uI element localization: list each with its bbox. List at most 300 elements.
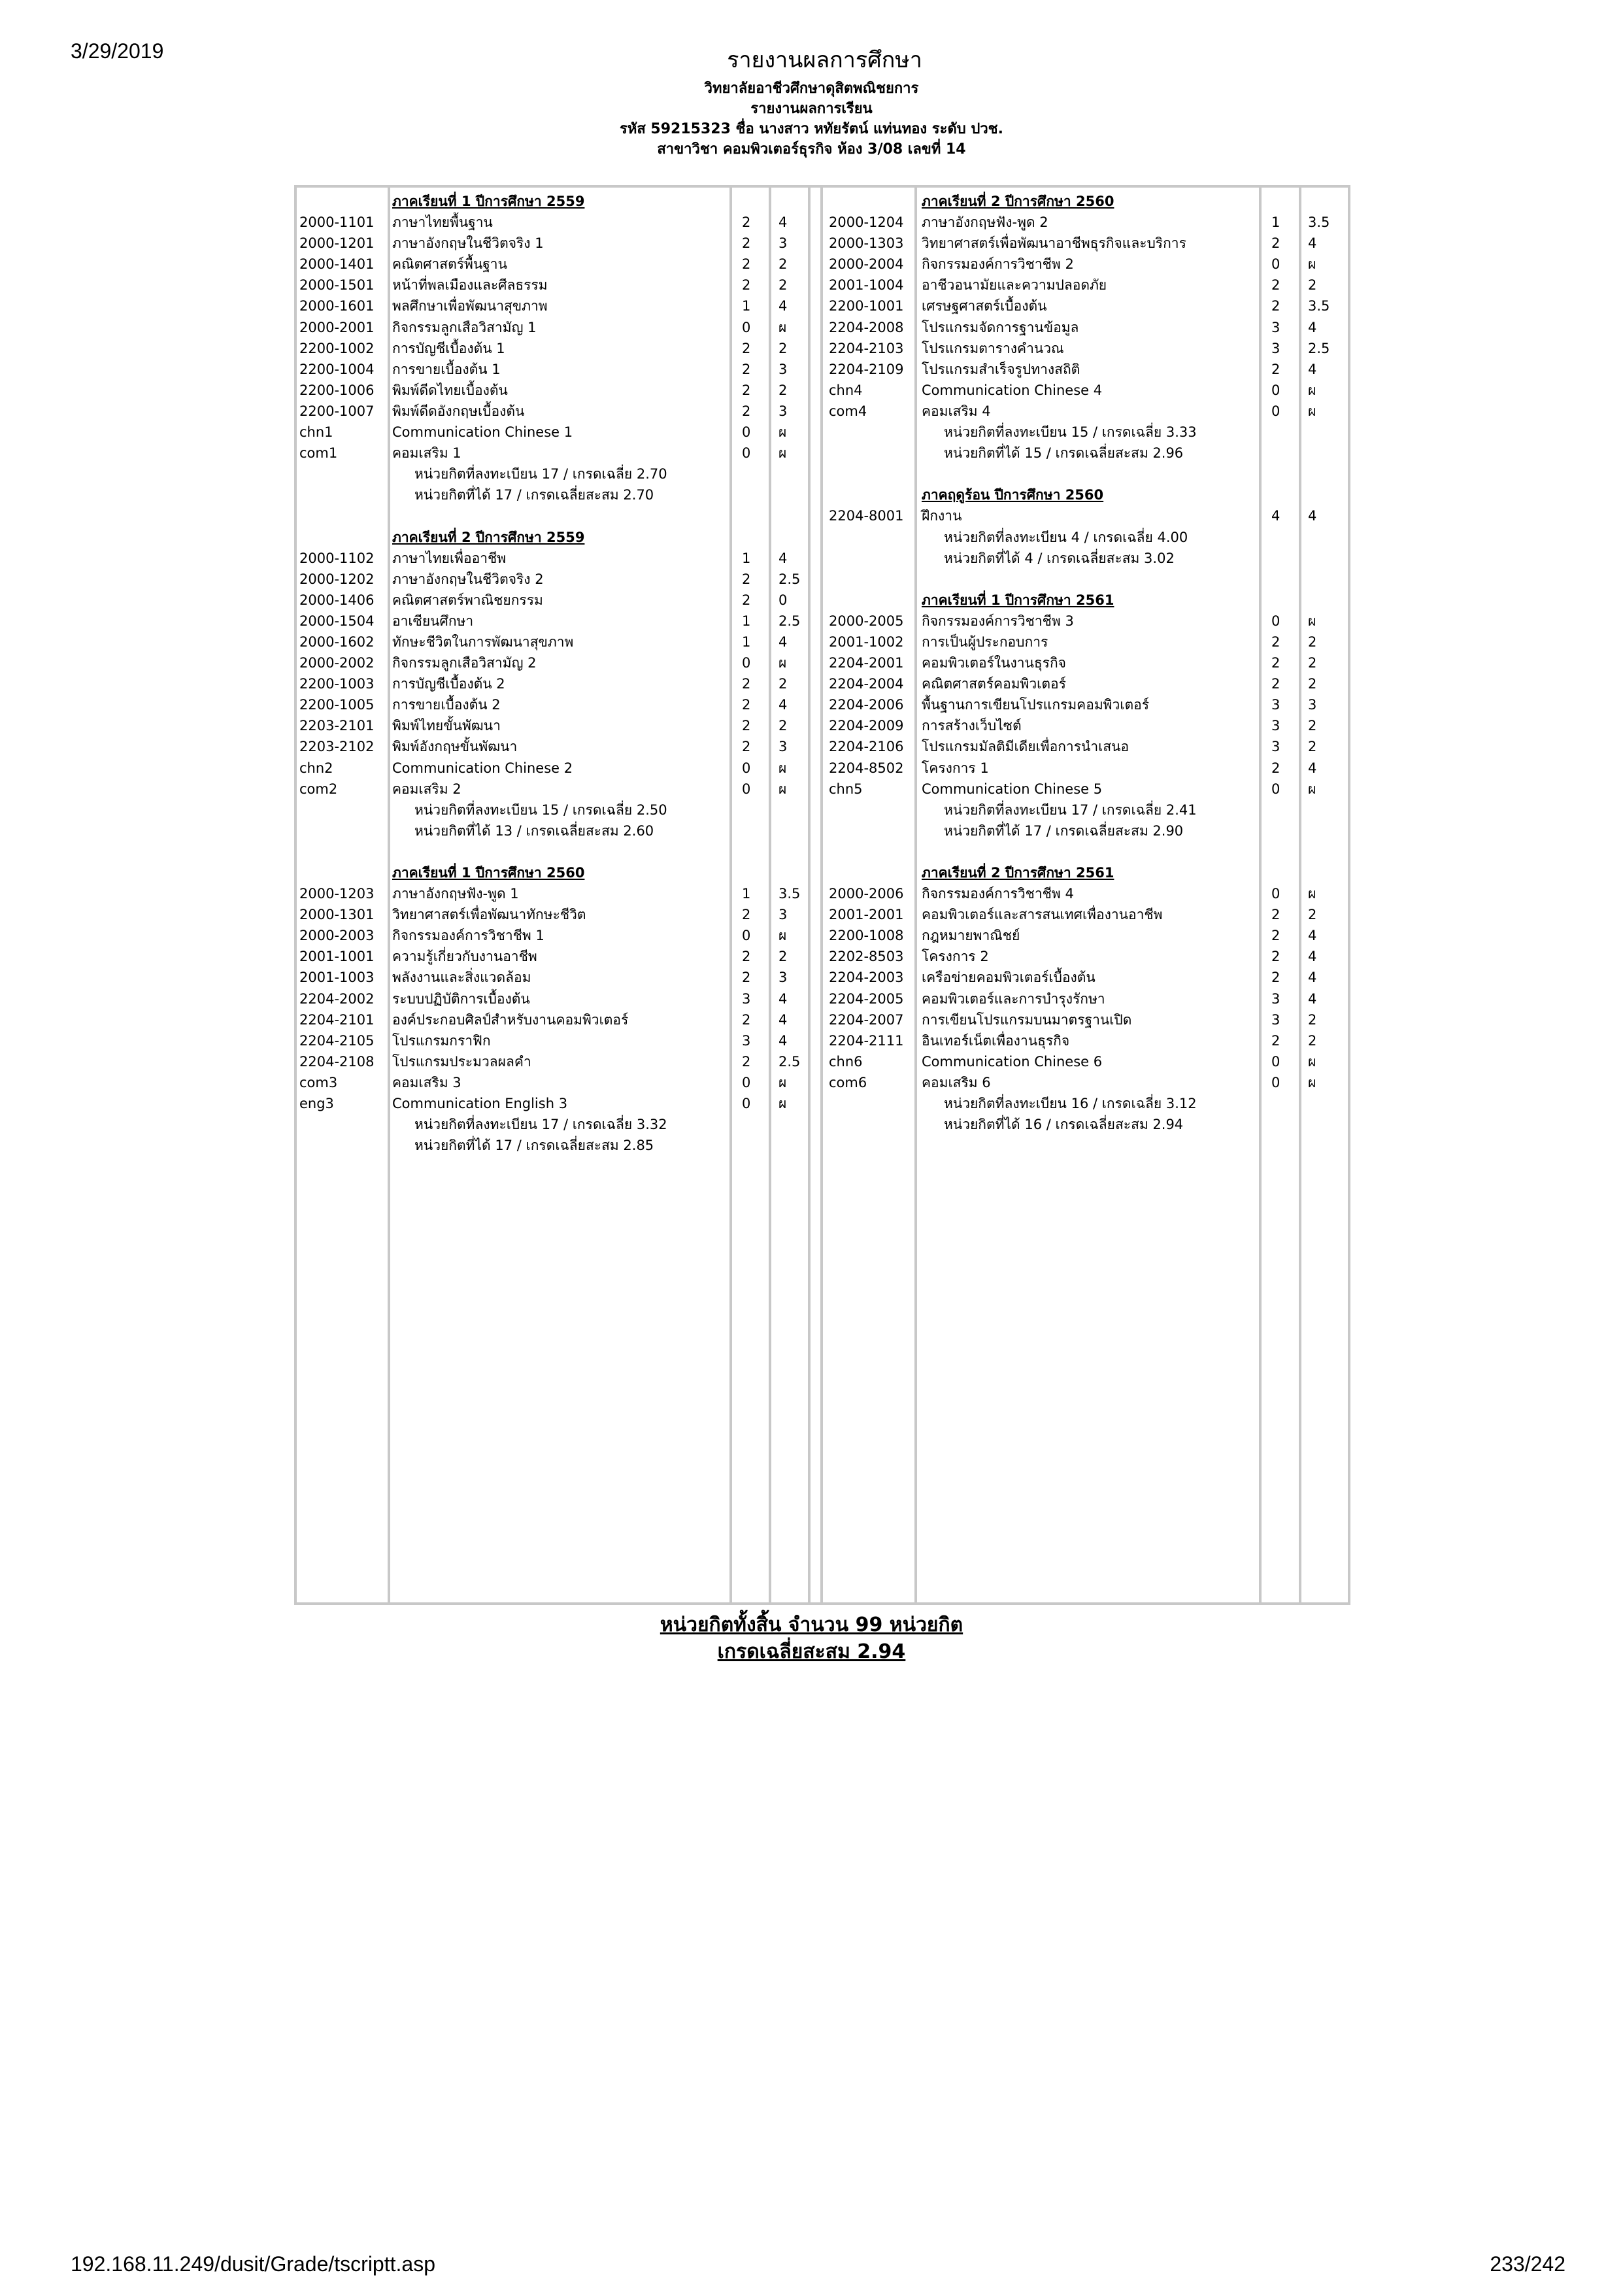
semester-title: ภาคเรียนที่ 1 ปีการศึกษา 2561	[922, 592, 1114, 608]
summary-text: หน่วยกิตที่ลงทะเบียน 15 / เกรดเฉลี่ย 3.33	[944, 424, 1197, 441]
course-name: การเป็นผู้ประกอบการ	[922, 633, 1048, 650]
course-row	[297, 275, 820, 295]
course-code: 2000-2003	[299, 928, 375, 944]
transcript-table	[294, 185, 1350, 1605]
course-row	[297, 422, 820, 443]
course-grade: 3	[778, 235, 788, 252]
course-row	[297, 212, 820, 233]
course-name: ภาษาอังกฤษฟัง-พูด 1	[392, 886, 519, 902]
course-row	[826, 904, 1349, 925]
course-grade: 0	[778, 592, 788, 608]
spacer-row	[826, 569, 1349, 590]
course-name: หน้าที่พลเมืองและศีลธรรม	[392, 277, 548, 294]
course-grade: 4	[1308, 970, 1317, 986]
course-name: คอมพิวเตอร์ในงานธุรกิจ	[922, 655, 1066, 671]
course-credit: 2	[742, 718, 751, 734]
course-name: โปรแกรมจัดการฐานข้อมูล	[922, 319, 1079, 335]
course-grade: ผ	[1308, 886, 1316, 902]
course-credit: 1	[742, 550, 751, 566]
course-code: 2204-2002	[299, 990, 375, 1007]
course-row	[297, 295, 820, 316]
summary-text: หน่วยกิตที่ได้ 17 / เกรดเฉลี่ยสะสม 2.70	[414, 487, 654, 503]
course-grade: 3	[778, 403, 788, 419]
course-code: 2000-1602	[299, 633, 375, 650]
course-grade: ผ	[778, 424, 787, 441]
course-grade: 2	[778, 949, 788, 965]
summary-text: หน่วยกิตที่ได้ 4 / เกรดเฉลี่ยสะสม 3.02	[944, 550, 1175, 566]
course-code: chn5	[829, 781, 863, 797]
course-row	[826, 275, 1349, 295]
course-row	[297, 359, 820, 380]
semester-heading	[826, 191, 1349, 212]
course-credit: 2	[742, 1011, 751, 1028]
course-code: chn6	[829, 1053, 863, 1070]
course-grade: 4	[1308, 361, 1317, 377]
course-grade: 2	[778, 718, 788, 734]
semester-summary	[826, 422, 1349, 443]
course-name: ความรู้เกี่ยวกับงานอาชีพ	[392, 949, 537, 965]
course-name: โปรแกรมตารางคำนวณ	[922, 340, 1064, 356]
course-code: 2001-1001	[299, 949, 375, 965]
course-code: 2000-1201	[299, 235, 375, 252]
course-grade: 4	[778, 633, 788, 650]
course-grade: 2	[1308, 739, 1317, 755]
course-row	[826, 652, 1349, 673]
course-row	[826, 380, 1349, 401]
course-grade: 2.5	[778, 571, 801, 587]
course-row	[826, 988, 1349, 1009]
course-grade: 3	[778, 970, 788, 986]
course-credit: 0	[742, 655, 751, 671]
course-row	[297, 988, 820, 1009]
course-row	[826, 736, 1349, 757]
course-name: การขายเบื้องต้น 2	[392, 697, 501, 713]
course-code: com2	[299, 781, 338, 797]
course-row	[297, 673, 820, 694]
course-credit: 0	[1271, 256, 1280, 273]
course-row	[826, 1030, 1349, 1051]
course-name: ภาษาอังกฤษในชีวิตจริง 2	[392, 571, 544, 587]
course-row	[297, 1051, 820, 1072]
course-credit: 2	[742, 256, 751, 273]
course-grade: 3.5	[1308, 298, 1330, 314]
course-name: Communication Chinese 5	[922, 781, 1103, 797]
course-credit: 0	[1271, 1053, 1280, 1070]
semester-summary	[826, 548, 1349, 569]
course-credit: 2	[742, 907, 751, 923]
course-code: 2204-2003	[829, 970, 904, 986]
course-grade: ผ	[778, 1074, 787, 1090]
course-code: eng3	[299, 1096, 334, 1112]
course-name: ภาษาอังกฤษในชีวิตจริง 1	[392, 235, 544, 252]
course-name: คอมเสริม 6	[922, 1074, 991, 1090]
course-grade: 4	[778, 1032, 788, 1049]
course-grade: 2	[778, 256, 788, 273]
course-name: คอมเสริม 1	[392, 445, 461, 462]
course-grade: 4	[1308, 508, 1317, 524]
course-code: 2200-1002	[299, 340, 375, 356]
course-code: 2204-2101	[299, 1011, 375, 1028]
course-code: 2204-2009	[829, 718, 904, 734]
course-credit: 3	[1271, 990, 1280, 1007]
total-credits: หน่วยกิตทั้งสิ้น จำนวน 99 หน่วยกิต	[660, 1613, 963, 1636]
course-credit: 2	[742, 970, 751, 986]
course-credit: 2	[742, 277, 751, 294]
print-title: รายงานผลการศึกษา	[727, 48, 922, 73]
summary-text: หน่วยกิตที่ลงทะเบียน 17 / เกรดเฉลี่ย 3.32	[414, 1117, 667, 1133]
course-name: Communication Chinese 6	[922, 1053, 1103, 1070]
school-name: วิทยาลัยอาชีวศึกษาดุสิตพณิชยการ	[704, 80, 919, 97]
course-grade: 4	[1308, 990, 1317, 1007]
course-name: อาชีวอนามัยและความปลอดภัย	[922, 277, 1107, 294]
semester-title: ภาคเรียนที่ 2 ปีการศึกษา 2561	[922, 865, 1114, 881]
course-name: พลังงานและสิ่งแวดล้อม	[392, 970, 531, 986]
course-name: คอมเสริม 3	[392, 1074, 461, 1090]
course-code: 2000-2004	[829, 256, 904, 273]
course-credit: 2	[1271, 298, 1280, 314]
semester-heading	[297, 527, 820, 548]
course-name: พื้นฐานการเขียนโปรแกรมคอมพิวเตอร์	[922, 697, 1150, 713]
course-credit: 1	[742, 298, 751, 314]
course-row	[826, 295, 1349, 316]
course-code: 2204-2109	[829, 361, 904, 377]
course-credit: 3	[1271, 739, 1280, 755]
course-name: การบัญชีเบื้องต้น 1	[392, 340, 505, 356]
course-grade: 2	[1308, 907, 1317, 923]
course-code: 2200-1005	[299, 697, 375, 713]
course-code: 2000-2005	[829, 613, 904, 629]
course-code: 2000-2006	[829, 886, 904, 902]
summary-text: หน่วยกิตที่ได้ 16 / เกรดเฉลี่ยสะสม 2.94	[944, 1117, 1184, 1133]
course-name: การบัญชีเบื้องต้น 2	[392, 676, 505, 692]
course-grade: ผ	[778, 1096, 787, 1112]
course-row	[826, 401, 1349, 422]
course-row	[297, 548, 820, 569]
course-grade: ผ	[1308, 256, 1316, 273]
semester-title: ภาคเรียนที่ 2 ปีการศึกษา 2559	[392, 529, 585, 545]
semester-summary	[826, 527, 1349, 548]
right-course-column	[826, 191, 1349, 1135]
course-grade: 2	[778, 340, 788, 356]
course-grade: 3	[1308, 697, 1317, 713]
student-info: รหัส 59215323 ชื่อ นางสาว หทัยรัตน์ แท่นทอง ระดับ ปวช.	[620, 121, 1003, 137]
course-row	[826, 694, 1349, 715]
semester-summary	[826, 820, 1349, 841]
course-code: 2204-2007	[829, 1011, 904, 1028]
course-credit: 0	[742, 928, 751, 944]
course-code: 2204-2006	[829, 697, 904, 713]
course-row	[297, 946, 820, 967]
semester-title: ภาคเรียนที่ 1 ปีการศึกษา 2560	[392, 865, 585, 881]
semester-heading	[826, 590, 1349, 611]
course-name: กิจกรรมองค์การวิชาชีพ 3	[922, 613, 1074, 629]
course-code: 2000-1303	[829, 235, 904, 252]
course-row	[297, 925, 820, 946]
course-credit: 3	[742, 1032, 751, 1049]
course-code: 2001-2001	[829, 907, 904, 923]
course-code: 2204-2008	[829, 319, 904, 335]
course-grade: 4	[1308, 760, 1317, 776]
course-code: 2001-1003	[299, 970, 375, 986]
course-credit: 2	[742, 403, 751, 419]
course-code: 2000-1301	[299, 907, 375, 923]
course-code: 2000-1601	[299, 298, 375, 314]
course-name: กิจกรรมลูกเสือวิสามัญ 2	[392, 655, 537, 671]
semester-heading	[826, 862, 1349, 883]
course-name: ระบบปฏิบัติการเบื้องต้น	[392, 990, 530, 1007]
course-row	[826, 611, 1349, 632]
course-row	[826, 505, 1349, 526]
course-code: 2200-1008	[829, 928, 904, 944]
course-name: องค์ประกอบศิลป์สำหรับงานคอมพิวเตอร์	[392, 1011, 629, 1028]
course-name: โปรแกรมมัลติมีเดียเพื่อการนำเสนอ	[922, 739, 1129, 755]
course-grade: 2.5	[778, 613, 801, 629]
semester-heading	[826, 484, 1349, 505]
course-code: 2200-1001	[829, 298, 904, 314]
course-grade: 4	[778, 990, 788, 1007]
course-credit: 0	[1271, 403, 1280, 419]
course-code: 2001-1002	[829, 633, 904, 650]
report-name: รายงานผลการเรียน	[750, 101, 873, 117]
semester-summary	[826, 1093, 1349, 1114]
course-name: Communication Chinese 1	[392, 424, 573, 441]
course-row	[297, 338, 820, 359]
course-name: คอมเสริม 4	[922, 403, 991, 419]
course-code: 2000-1406	[299, 592, 375, 608]
course-name: Communication Chinese 4	[922, 382, 1103, 398]
course-grade: 2	[778, 382, 788, 398]
course-row	[826, 1009, 1349, 1030]
course-grade: 3.5	[778, 886, 801, 902]
course-row	[297, 1030, 820, 1051]
course-name: การสร้างเว็บไซต์	[922, 718, 1022, 734]
course-grade: 4	[1308, 319, 1317, 335]
course-credit: 0	[742, 781, 751, 797]
course-credit: 2	[742, 592, 751, 608]
course-row	[297, 611, 820, 632]
course-row	[297, 694, 820, 715]
course-code: 2202-8503	[829, 949, 904, 965]
course-credit: 0	[742, 445, 751, 462]
course-row	[297, 1093, 820, 1114]
course-code: 2001-1004	[829, 277, 904, 294]
course-name: โปรแกรมสำเร็จรูปทางสถิติ	[922, 361, 1080, 377]
course-name: อาเซียนศึกษา	[392, 613, 474, 629]
course-credit: 0	[742, 1096, 751, 1112]
spacer-row	[826, 464, 1349, 484]
course-grade: 2	[778, 277, 788, 294]
course-code: 2200-1007	[299, 403, 375, 419]
course-name: คณิตศาสตร์พื้นฐาน	[392, 256, 507, 273]
course-row	[826, 233, 1349, 254]
semester-heading	[297, 862, 820, 883]
course-credit: 2	[742, 382, 751, 398]
course-grade: 2	[1308, 676, 1317, 692]
course-grade: 2.5	[1308, 340, 1330, 356]
course-credit: 0	[1271, 886, 1280, 902]
semester-summary	[297, 820, 820, 841]
course-name: ฝึกงาน	[922, 508, 962, 524]
course-grade: 3	[778, 907, 788, 923]
course-grade: ผ	[778, 319, 787, 335]
course-code: 2204-2106	[829, 739, 904, 755]
course-credit: 0	[1271, 382, 1280, 398]
course-row	[826, 359, 1349, 380]
course-row	[297, 1009, 820, 1030]
course-credit: 2	[742, 340, 751, 356]
course-row	[297, 904, 820, 925]
spacer-row	[297, 505, 820, 526]
course-code: com6	[829, 1074, 867, 1090]
course-name: วิทยาศาสตร์เพื่อพัฒนาอาชีพธุรกิจและบริการ	[922, 235, 1186, 252]
course-name: โปรแกรมกราฟิก	[392, 1032, 491, 1049]
course-credit: 2	[1271, 949, 1280, 965]
spacer-row	[297, 841, 820, 862]
course-name: กิจกรรมองค์การวิชาชีพ 1	[392, 928, 544, 944]
course-row	[297, 967, 820, 988]
summary-text: หน่วยกิตที่ลงทะเบียน 17 / เกรดเฉลี่ย 2.41	[944, 802, 1197, 818]
summary-text: หน่วยกิตที่ได้ 17 / เกรดเฉลี่ยสะสม 2.85	[414, 1138, 654, 1154]
course-row	[297, 401, 820, 422]
course-name: โครงการ 2	[922, 949, 989, 965]
course-grade: 4	[1308, 949, 1317, 965]
course-name: การขายเบื้องต้น 1	[392, 361, 501, 377]
course-credit: 2	[742, 571, 751, 587]
program-info: สาขาวิชา คอมพิวเตอร์ธุรกิจ ห้อง 3/08 เลขที่ 14	[657, 141, 966, 158]
course-grade: 4	[1308, 235, 1317, 252]
course-grade: 2	[1308, 718, 1317, 734]
course-name: การเขียนโปรแกรมบนมาตรฐานเปิด	[922, 1011, 1132, 1028]
semester-title: ภาคฤดูร้อน ปีการศึกษา 2560	[922, 487, 1104, 503]
course-grade: 4	[778, 1011, 788, 1028]
course-row	[297, 758, 820, 779]
semester-summary	[297, 464, 820, 484]
course-row	[826, 1051, 1349, 1072]
course-row	[826, 715, 1349, 736]
course-code: chn4	[829, 382, 863, 398]
course-row	[297, 443, 820, 464]
course-grade: ผ	[778, 781, 787, 797]
course-credit: 0	[1271, 613, 1280, 629]
course-grade: 3.5	[1308, 214, 1330, 231]
semester-summary	[826, 443, 1349, 464]
course-grade: 3	[778, 361, 788, 377]
course-row	[826, 338, 1349, 359]
course-grade: 2	[1308, 633, 1317, 650]
course-credit: 2	[742, 361, 751, 377]
course-code: 2204-2111	[829, 1032, 904, 1049]
course-code: 2000-1504	[299, 613, 375, 629]
course-grade: 2.5	[778, 1053, 801, 1070]
course-credit: 1	[742, 613, 751, 629]
course-row	[826, 883, 1349, 904]
course-name: กิจกรรมลูกเสือวิสามัญ 1	[392, 319, 537, 335]
course-row	[826, 317, 1349, 338]
course-credit: 3	[1271, 718, 1280, 734]
course-name: คณิตศาสตร์คอมพิวเตอร์	[922, 676, 1066, 692]
course-credit: 2	[742, 1053, 751, 1070]
course-name: โครงการ 1	[922, 760, 989, 776]
course-code: 2000-1204	[829, 214, 904, 231]
course-code: 2204-2108	[299, 1053, 375, 1070]
course-credit: 0	[742, 1074, 751, 1090]
semester-heading	[297, 191, 820, 212]
course-grade: 4	[778, 214, 788, 231]
semester-title: ภาคเรียนที่ 2 ปีการศึกษา 2560	[922, 194, 1114, 209]
course-row	[297, 779, 820, 800]
course-credit: 2	[742, 676, 751, 692]
course-row	[297, 380, 820, 401]
course-credit: 2	[1271, 928, 1280, 944]
course-code: 2200-1004	[299, 361, 375, 377]
course-row	[297, 254, 820, 275]
course-name: พลศึกษาเพื่อพัฒนาสุขภาพ	[392, 298, 548, 314]
course-grade: ผ	[1308, 613, 1316, 629]
course-credit: 2	[1271, 361, 1280, 377]
course-credit: 2	[1271, 277, 1280, 294]
course-code: 2000-1401	[299, 256, 375, 273]
course-name: ทักษะชีวิตในการพัฒนาสุขภาพ	[392, 633, 574, 650]
course-credit: 0	[742, 760, 751, 776]
course-name: พิมพ์ไทยขั้นพัฒนา	[392, 718, 501, 734]
course-row	[297, 883, 820, 904]
course-code: 2000-1203	[299, 886, 375, 902]
semester-summary	[297, 484, 820, 505]
course-credit: 3	[1271, 697, 1280, 713]
semester-title: ภาคเรียนที่ 1 ปีการศึกษา 2559	[392, 194, 585, 209]
course-row	[826, 946, 1349, 967]
course-credit: 3	[1271, 1011, 1280, 1028]
course-code: 2204-2004	[829, 676, 904, 692]
course-name: เศรษฐศาสตร์เบื้องต้น	[922, 298, 1047, 314]
course-credit: 2	[742, 235, 751, 252]
report-header	[0, 78, 1623, 160]
summary-text: หน่วยกิตที่ลงทะเบียน 4 / เกรดเฉลี่ย 4.00	[944, 529, 1188, 545]
course-grade: 2	[1308, 1011, 1317, 1028]
course-row	[826, 1072, 1349, 1093]
course-credit: 2	[1271, 907, 1280, 923]
course-grade: 4	[1308, 928, 1317, 944]
course-grade: 3	[778, 739, 788, 755]
course-credit: 2	[1271, 655, 1280, 671]
course-credit: 2	[1271, 235, 1280, 252]
course-grade: 2	[1308, 655, 1317, 671]
course-credit: 2	[742, 697, 751, 713]
course-grade: ผ	[1308, 403, 1316, 419]
course-code: 2204-2005	[829, 990, 904, 1007]
course-credit: 2	[1271, 760, 1280, 776]
course-code: 2000-1102	[299, 550, 375, 566]
course-code: 2203-2102	[299, 739, 375, 755]
course-code: chn2	[299, 760, 333, 776]
course-row	[826, 758, 1349, 779]
course-name: เครือข่ายคอมพิวเตอร์เบื้องต้น	[922, 970, 1096, 986]
course-code: 2000-2001	[299, 319, 375, 335]
left-course-column	[297, 191, 820, 1156]
course-credit: 2	[742, 739, 751, 755]
course-code: 2000-1202	[299, 571, 375, 587]
course-credit: 0	[1271, 781, 1280, 797]
course-row	[826, 632, 1349, 652]
course-row	[297, 590, 820, 611]
course-name: คณิตศาสตร์พาณิชยกรรม	[392, 592, 543, 608]
course-name: Communication English 3	[392, 1096, 568, 1112]
course-credit: 0	[1271, 1074, 1280, 1090]
course-credit: 2	[1271, 970, 1280, 986]
course-code: 2204-8502	[829, 760, 904, 776]
semester-summary	[826, 1114, 1349, 1135]
course-credit: 4	[1271, 508, 1280, 524]
